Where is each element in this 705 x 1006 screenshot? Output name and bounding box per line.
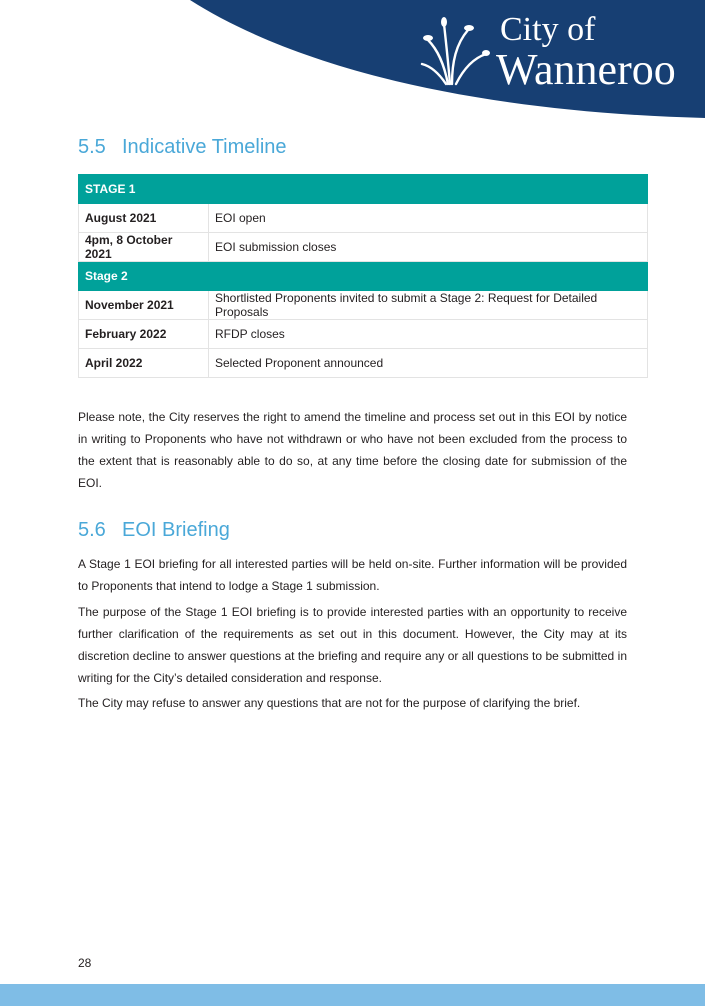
timeline-event: RFDP closes xyxy=(209,320,648,349)
timeline-note-paragraph: Please note, the City reserves the right to amend the timeline and process set out in this EOI by notice in writing to Proponents who have not withdrawn or who have not been excluded from the process to the extent that is reasonably able to do so, at any time before the closing date for submission of the EOI. xyxy=(78,410,627,490)
table-row xyxy=(79,320,648,349)
stage-header-row xyxy=(79,175,648,204)
section-title: Indicative Timeline xyxy=(122,136,287,158)
table-row xyxy=(79,233,648,262)
table-row xyxy=(79,204,648,233)
page-number: 28 xyxy=(78,956,92,970)
section-title: EOI Briefing xyxy=(122,519,230,541)
timeline-event: EOI submission closes xyxy=(209,233,648,262)
table-row xyxy=(79,291,648,320)
logo-text-city-of: City of xyxy=(500,11,596,48)
briefing-paragraph: The City may refuse to answer any questions that are not for the purpose of clarifying the brief. xyxy=(78,696,581,710)
city-of-wanneroo-logo xyxy=(420,12,695,92)
kangaroo-paw-icon xyxy=(420,14,490,86)
table-row xyxy=(79,349,648,378)
timeline-event: Selected Proponent announced xyxy=(209,349,648,378)
timeline-event: EOI open xyxy=(209,204,648,233)
timeline-event: Shortlisted Proponents invited to submit a Stage 2: Request for Detailed Proposals xyxy=(209,291,648,320)
timeline-date: February 2022 xyxy=(79,320,209,349)
stage-label: Stage 2 xyxy=(79,262,648,291)
briefing-paragraph: The purpose of the Stage 1 EOI briefing is to provide interested parties with an opportunity to receive further clarification of the requirements as set out in this document. However, the City may at its discretion decline to answer questions at the briefing and require any or all questions to be submitted in writing for the City’s detailed consideration and response. xyxy=(78,605,627,685)
timeline-date: 4pm, 8 October 2021 xyxy=(79,233,209,262)
stage-header-row xyxy=(79,262,648,291)
briefing-paragraph: A Stage 1 EOI briefing for all interested parties will be held on-site. Further information will be provided to Proponents that intend to lodge a Stage 1 submission. xyxy=(78,557,627,593)
timeline-table xyxy=(78,174,648,378)
section-heading-timeline xyxy=(78,135,287,159)
footer-bar xyxy=(0,984,705,1006)
stage-label: STAGE 1 xyxy=(79,175,648,204)
timeline-date: November 2021 xyxy=(79,291,209,320)
section-heading-briefing xyxy=(78,518,230,542)
timeline-date: August 2021 xyxy=(79,204,209,233)
logo-text-wanneroo: Wanneroo xyxy=(496,45,676,94)
section-number: 5.6 xyxy=(78,519,106,541)
section-number: 5.5 xyxy=(78,136,106,158)
timeline-date: April 2022 xyxy=(79,349,209,378)
